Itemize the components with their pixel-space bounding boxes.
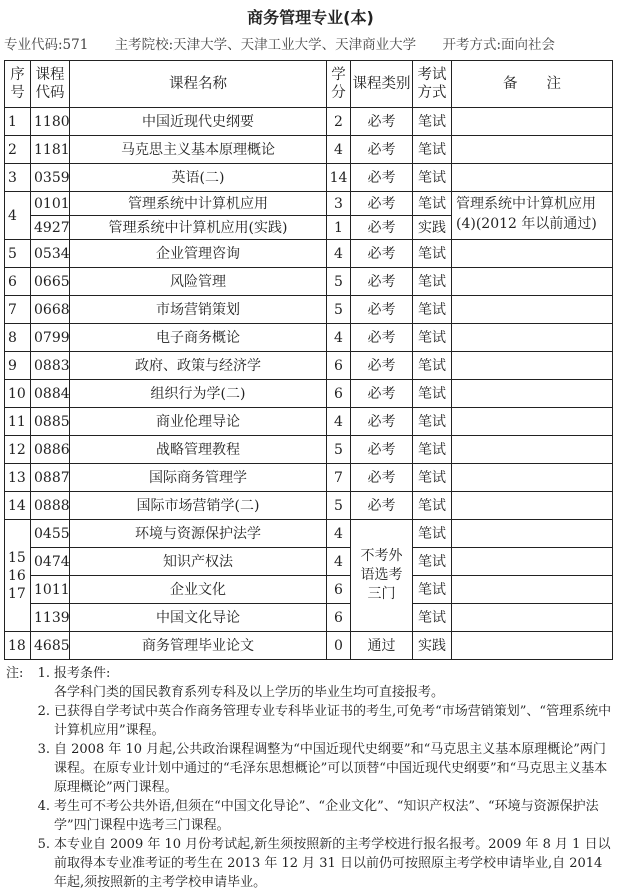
notes-label bbox=[6, 702, 28, 740]
table-row bbox=[5, 192, 613, 216]
table-row bbox=[5, 548, 613, 576]
cell-credit: 3 bbox=[327, 192, 351, 216]
note-text bbox=[54, 740, 612, 797]
header-name: 课程名称 bbox=[70, 61, 327, 108]
cell-credit: 4 bbox=[327, 324, 351, 352]
cell-code: 0884 bbox=[31, 380, 70, 408]
cell-name: 英语(二) bbox=[70, 164, 327, 192]
cell-credit: 4 bbox=[327, 240, 351, 268]
cell-credit: 14 bbox=[327, 164, 351, 192]
cell-exam: 笔试 bbox=[413, 192, 452, 216]
cell-credit: 0 bbox=[327, 632, 351, 660]
cell-exam: 笔试 bbox=[413, 296, 452, 324]
header-credit: 学分 bbox=[327, 61, 351, 108]
cell-code: 1139 bbox=[31, 604, 70, 632]
cell-note bbox=[452, 164, 613, 192]
cell-code: 0474 bbox=[31, 548, 70, 576]
cell-code: 4927 bbox=[31, 216, 70, 240]
exam-mode: 开考方式:面向社会 bbox=[442, 37, 556, 53]
table-row bbox=[5, 164, 613, 192]
cell-name: 企业管理咨询 bbox=[70, 240, 327, 268]
note-number: 3. bbox=[37, 742, 50, 757]
cell-name: 商务管理毕业论文 bbox=[70, 632, 327, 660]
cell-note: 管理系统中计算机应用(4)(2012 年以前通过) bbox=[452, 192, 613, 240]
cell-exam: 笔试 bbox=[413, 108, 452, 136]
cell-type: 必考 bbox=[351, 240, 413, 268]
cell-exam: 笔试 bbox=[413, 352, 452, 380]
cell-credit: 6 bbox=[327, 380, 351, 408]
note-text-main: 报考条件: bbox=[54, 666, 111, 681]
cell-type: 必考 bbox=[351, 268, 413, 296]
table-row bbox=[5, 576, 613, 604]
major-info bbox=[0, 30, 621, 60]
cell-code: 0534 bbox=[31, 240, 70, 268]
cell-credit: 6 bbox=[327, 352, 351, 380]
cell-exam: 笔试 bbox=[413, 548, 452, 576]
cell-code: 0668 bbox=[31, 296, 70, 324]
cell-seq: 2 bbox=[5, 136, 31, 164]
cell-type: 必考 bbox=[351, 324, 413, 352]
cell-credit: 1 bbox=[327, 216, 351, 240]
note-item bbox=[6, 835, 612, 892]
cell-type: 必考 bbox=[351, 380, 413, 408]
cell-exam: 笔试 bbox=[413, 492, 452, 520]
table-row bbox=[5, 632, 613, 660]
cell-exam: 笔试 bbox=[413, 136, 452, 164]
cell-exam: 实践 bbox=[413, 216, 452, 240]
note-text bbox=[54, 702, 612, 740]
cell-seq: 12 bbox=[5, 436, 31, 464]
cell-credit: 4 bbox=[327, 520, 351, 548]
cell-code: 0665 bbox=[31, 268, 70, 296]
cell-credit: 5 bbox=[327, 268, 351, 296]
note-item bbox=[6, 797, 612, 835]
note-number: 5. bbox=[37, 837, 50, 852]
cell-note bbox=[452, 492, 613, 520]
note-item bbox=[6, 664, 612, 702]
cell-code: 4685 bbox=[31, 632, 70, 660]
cell-name: 环境与资源保护法学 bbox=[70, 520, 327, 548]
cell-note bbox=[452, 464, 613, 492]
table-header bbox=[5, 61, 613, 108]
cell-seq: 15 16 17 bbox=[5, 520, 31, 632]
cell-note bbox=[452, 108, 613, 136]
note-text-main: 自 2008 年 10 月起,公共政治课程调整为“中国近现代史纲要”和“马克思主义基本原理概论”两门课程。在原专业计划中通过的“毛泽东思想概论”可以顶替“中国近现代史纲要”和“马克思主义基本原理概论”两门课程。 bbox=[54, 742, 608, 795]
cell-seq: 11 bbox=[5, 408, 31, 436]
cell-code: 1180 bbox=[31, 108, 70, 136]
cell-type: 必考 bbox=[351, 164, 413, 192]
cell-note bbox=[452, 268, 613, 296]
notes-label bbox=[6, 835, 28, 892]
cell-type: 必考 bbox=[351, 408, 413, 436]
cell-credit: 5 bbox=[327, 296, 351, 324]
cell-credit: 5 bbox=[327, 436, 351, 464]
note-text-main: 已获得自学考试中英合作商务管理专业专科毕业证书的考生,可免考“市场营销策划”、“管理系统中计算机应用”课程。 bbox=[54, 704, 612, 738]
cell-code: 0883 bbox=[31, 352, 70, 380]
note-number: 4. bbox=[37, 799, 50, 814]
cell-code: 1181 bbox=[31, 136, 70, 164]
table-row bbox=[5, 352, 613, 380]
cell-exam: 笔试 bbox=[413, 464, 452, 492]
cell-type: 必考 bbox=[351, 296, 413, 324]
cell-type: 必考 bbox=[351, 216, 413, 240]
cell-note bbox=[452, 380, 613, 408]
note-number: 1. bbox=[37, 666, 50, 681]
cell-note bbox=[452, 436, 613, 464]
cell-seq: 1 bbox=[5, 108, 31, 136]
cell-exam: 实践 bbox=[413, 632, 452, 660]
exam-schools: 主考院校:天津大学、天津工业大学、天津商业大学 bbox=[114, 37, 417, 53]
cell-type: 必考 bbox=[351, 464, 413, 492]
header-code: 课程代码 bbox=[31, 61, 70, 108]
cell-name: 政府、政策与经济学 bbox=[70, 352, 327, 380]
cell-name: 组织行为学(二) bbox=[70, 380, 327, 408]
table-row bbox=[5, 380, 613, 408]
cell-type: 必考 bbox=[351, 108, 413, 136]
cell-code: 0455 bbox=[31, 520, 70, 548]
cell-code: 0886 bbox=[31, 436, 70, 464]
cell-code: 0888 bbox=[31, 492, 70, 520]
cell-note bbox=[452, 548, 613, 576]
cell-seq: 10 bbox=[5, 380, 31, 408]
cell-exam: 笔试 bbox=[413, 268, 452, 296]
cell-name: 马克思主义基本原理概论 bbox=[70, 136, 327, 164]
note-text bbox=[54, 835, 612, 892]
cell-name: 商业伦理导论 bbox=[70, 408, 327, 436]
cell-seq: 18 bbox=[5, 632, 31, 660]
table-row bbox=[5, 436, 613, 464]
cell-seq: 7 bbox=[5, 296, 31, 324]
cell-credit: 5 bbox=[327, 492, 351, 520]
notes bbox=[6, 664, 612, 892]
cell-name: 战略管理教程 bbox=[70, 436, 327, 464]
cell-credit: 6 bbox=[327, 576, 351, 604]
cell-note bbox=[452, 520, 613, 548]
note-text bbox=[54, 664, 612, 702]
table-row bbox=[5, 604, 613, 632]
cell-code: 0885 bbox=[31, 408, 70, 436]
header-note: 备 注 bbox=[452, 61, 613, 108]
cell-name: 管理系统中计算机应用(实践) bbox=[70, 216, 327, 240]
cell-type: 必考 bbox=[351, 436, 413, 464]
cell-name: 电子商务概论 bbox=[70, 324, 327, 352]
cell-seq: 3 bbox=[5, 164, 31, 192]
table-row bbox=[5, 296, 613, 324]
cell-exam: 笔试 bbox=[413, 436, 452, 464]
cell-exam: 笔试 bbox=[413, 604, 452, 632]
note-item bbox=[6, 740, 612, 797]
note-item bbox=[6, 702, 612, 740]
cell-code: 0799 bbox=[31, 324, 70, 352]
table-row bbox=[5, 136, 613, 164]
header-exam: 考试方式 bbox=[413, 61, 452, 108]
cell-credit: 4 bbox=[327, 136, 351, 164]
cell-note bbox=[452, 408, 613, 436]
course-table bbox=[4, 60, 613, 660]
cell-credit: 4 bbox=[327, 408, 351, 436]
cell-name: 风险管理 bbox=[70, 268, 327, 296]
cell-note bbox=[452, 240, 613, 268]
cell-code: 0887 bbox=[31, 464, 70, 492]
cell-credit: 4 bbox=[327, 548, 351, 576]
note-text-sub: 各学科门类的国民教育系列专科及以上学历的毕业生均可直接报考。 bbox=[54, 685, 445, 700]
cell-note bbox=[452, 296, 613, 324]
notes-label bbox=[6, 740, 28, 797]
table-row bbox=[5, 240, 613, 268]
table-row bbox=[5, 492, 613, 520]
cell-type: 必考 bbox=[351, 352, 413, 380]
cell-seq: 14 bbox=[5, 492, 31, 520]
header-type: 课程类别 bbox=[351, 61, 413, 108]
notes-label bbox=[6, 797, 28, 835]
major-code: 专业代码:571 bbox=[4, 37, 89, 53]
cell-name: 中国文化导论 bbox=[70, 604, 327, 632]
cell-name: 市场营销策划 bbox=[70, 296, 327, 324]
cell-credit: 2 bbox=[327, 108, 351, 136]
table-row bbox=[5, 324, 613, 352]
page-title: 商务管理专业(本) bbox=[247, 8, 374, 27]
table-row bbox=[5, 108, 613, 136]
cell-code: 0101 bbox=[31, 192, 70, 216]
cell-name: 国际市场营销学(二) bbox=[70, 492, 327, 520]
cell-note bbox=[452, 136, 613, 164]
cell-type: 通过 bbox=[351, 632, 413, 660]
cell-seq: 6 bbox=[5, 268, 31, 296]
cell-credit: 6 bbox=[327, 604, 351, 632]
cell-seq: 8 bbox=[5, 324, 31, 352]
cell-seq: 5 bbox=[5, 240, 31, 268]
cell-code: 0359 bbox=[31, 164, 70, 192]
note-text bbox=[54, 797, 612, 835]
cell-note bbox=[452, 576, 613, 604]
table-row bbox=[5, 464, 613, 492]
cell-note bbox=[452, 632, 613, 660]
table-row bbox=[5, 520, 613, 548]
cell-type: 必考 bbox=[351, 192, 413, 216]
cell-type: 必考 bbox=[351, 136, 413, 164]
note-text-main: 本专业自 2009 年 10 月份考试起,新生须按照新的主考学校进行报名报考。2009 年 8 月 1 日以前取得本专业准考证的考生在 2013 年 12 月 31 日以前仍可按照原主考学校申请毕业,自 2014 年起,须按照新的主考学校申请毕业。 bbox=[54, 837, 611, 890]
cell-exam: 笔试 bbox=[413, 576, 452, 604]
cell-name: 中国近现代史纲要 bbox=[70, 108, 327, 136]
cell-name: 知识产权法 bbox=[70, 548, 327, 576]
note-text-main: 考生可不考公共外语,但须在“中国文化导论”、“企业文化”、“知识产权法”、“环境与资源保护法学”四门课程中选考三门课程。 bbox=[54, 799, 599, 833]
cell-name: 国际商务管理学 bbox=[70, 464, 327, 492]
cell-credit: 7 bbox=[327, 464, 351, 492]
note-number: 2. bbox=[37, 704, 50, 719]
notes-label: 注: bbox=[6, 666, 24, 681]
table-row bbox=[5, 268, 613, 296]
cell-note bbox=[452, 352, 613, 380]
cell-exam: 笔试 bbox=[413, 324, 452, 352]
cell-note bbox=[452, 324, 613, 352]
cell-code: 1011 bbox=[31, 576, 70, 604]
cell-exam: 笔试 bbox=[413, 240, 452, 268]
cell-exam: 笔试 bbox=[413, 408, 452, 436]
cell-name: 管理系统中计算机应用 bbox=[70, 192, 327, 216]
cell-name: 企业文化 bbox=[70, 576, 327, 604]
header-seq: 序号 bbox=[5, 61, 31, 108]
cell-exam: 笔试 bbox=[413, 380, 452, 408]
cell-exam: 笔试 bbox=[413, 164, 452, 192]
cell-type: 必考 bbox=[351, 492, 413, 520]
cell-seq: 13 bbox=[5, 464, 31, 492]
cell-seq: 9 bbox=[5, 352, 31, 380]
cell-exam: 笔试 bbox=[413, 520, 452, 548]
cell-note bbox=[452, 604, 613, 632]
cell-type: 不考外语选考三门 bbox=[351, 520, 413, 632]
table-row bbox=[5, 408, 613, 436]
cell-seq: 4 bbox=[5, 192, 31, 240]
